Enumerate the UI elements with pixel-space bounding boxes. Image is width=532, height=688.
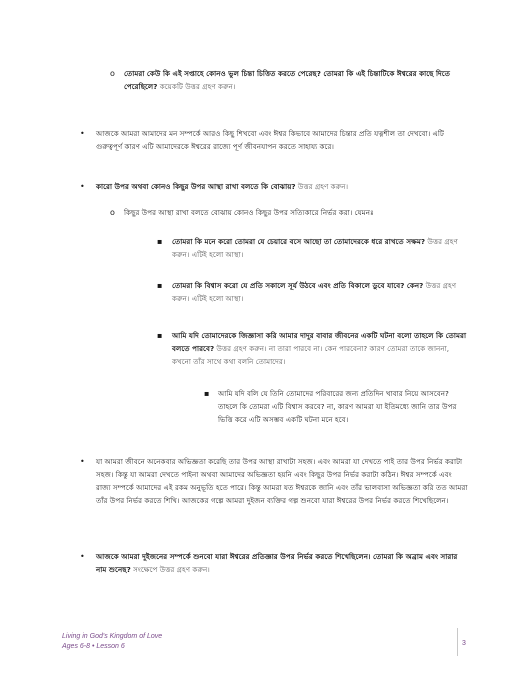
sub-item xyxy=(110,206,468,219)
item-main-text: আজকে আমরা আমাদের মন সম্পর্কে আরও কিছু শিখবো এবং ঈশ্বর কিভাবে আমাদের চিন্তার প্রতি যত্নশীল তা দেখবো। এটি গুরুত্বপূর্ণ কারণ এটি আমাদেরকে ঈশ্বরের রাজ্যে পূর্ণ জীবনযাপন করতে সাহায্য করে। xyxy=(96,129,444,151)
item-text xyxy=(124,206,468,219)
item-text xyxy=(218,387,468,426)
instructor-note: উত্তর গ্রহণ করুন। না তারা পারবে না। কেন পারবেনা? কারণ তোমরা তাকে জাননা, কখনো তাঁর সাথে কথা বলনি তোমাদের। xyxy=(172,344,449,366)
footer-subtitle: Ages 6-8 • Lesson 6 xyxy=(62,643,125,650)
item-main-text: কারো উপর অথবা কোনও কিছুর উপর আস্থা রাখা বলতে কি বোঝায়? xyxy=(96,182,296,191)
page-number: 3 xyxy=(462,640,466,647)
question-item xyxy=(110,67,468,93)
instructor-note: সংক্ষেপে উত্তর গ্রহণ করুন। xyxy=(133,565,210,574)
item-main-text: আমি যদি তোমাদেরকে জিজ্ঞাসা করি আমার দাদুর বাবার জীবনের একটি ঘটনা বলো তাহলে কি তোমরা বলতে পারবে? xyxy=(172,331,467,353)
item-main-text: আজকে আমরা দুইজনের সম্পর্কে শুনবো যারা ঈশ্বরের প্রতিজ্ঞার উপর নির্ভর করতে শিখেছিলেন। তোমরা কি অব্রাম এবং সারার নাম শুনেছ? xyxy=(96,552,458,574)
square-bullet-icon: ▪ xyxy=(157,331,163,340)
paragraph-item xyxy=(80,180,468,193)
item-main-text: তোমরা কি মনে করো তোমরা যে চেয়ারে বসে আছো তা তোমাদেরকে ধরে রাখতে সক্ষম? xyxy=(172,237,426,246)
item-text xyxy=(96,550,468,576)
item-text xyxy=(96,180,468,193)
paragraph-item xyxy=(80,455,468,507)
instructor-note: উত্তর গ্রহণ করুন। xyxy=(297,182,349,191)
footer-title: Living in God's Kingdom of Love xyxy=(62,633,163,640)
sub-sub-item xyxy=(157,329,468,368)
item-main-text: আমি যদি বলি যে তিনি তোমাদের পরিবারের জন্য প্রতিদিন খাবার নিয়ে আসবেন? তাহলে কি তোমরা এটি বিশ্বাস করবে? না, কারণ আমরা যা ইতিমধ্যে জানি তার উপর ভিত্তি করে এটি অসম্ভব একটি ঘটনা মনে হবে। xyxy=(218,389,457,424)
sub-sub-item xyxy=(157,279,468,305)
bullet-icon: • xyxy=(80,552,85,561)
instructor-note: কয়েকটি উত্তর গ্রহণ করুন। xyxy=(159,82,236,91)
paragraph-item xyxy=(80,550,468,576)
circle-bullet-icon: o xyxy=(110,69,115,78)
bullet-icon: • xyxy=(80,457,85,466)
item-main-text: যা আমরা জীবনে অনেকবার অভিজ্ঞতা করেছি তার উপর আস্থা রাখাটা সহজ। এবং আমরা যা দেখতে পাই তার উপর নির্ভর করাটা সহজ। কিন্তু যা আমরা দেখতে পাইনা অথবা আমাদের অভিজ্ঞতা হয়নি এবং কিছুর উপর নির্ভর করাটা কঠিন। ঈশ্বর সম্পর্কে এবং রাজ্য সম্পর্কে আমাদের এই রকম অনুভূতি হতে পারে। কিন্তু আমরা যত ঈশ্বরকে জানি এবং তাঁর ভালবাসা অভিজ্ঞতা করি তত আমরা তাঁর উপর নির্ভর করতে শিখি। আজকের গল্পে আমরা দুইজন ব্যক্তির গল্প শুনবো যারা ঈশ্বরের উপর নির্ভর করতে শিখেছিলেন। xyxy=(96,457,468,505)
item-text xyxy=(124,67,468,93)
instructor-note: উত্তর গ্রহণ করুন। এটিই হলো আস্থা। xyxy=(172,237,458,259)
item-main-text: তোমরা কেউ কি এই সপ্তাহে কোনও ভুল চিন্তা চিত্তিত করতে পেরেছ? তোমরা কি এই চিন্তাটিকে ঈশ্বরের কাছে দিতে পেরেছিলে? xyxy=(124,69,451,91)
item-main-text: তোমরা কি বিশ্বাস করো যে প্রতি সকালে সূর্য উঠবে এবং প্রতি বিকালে ডুবে যাবে? কেন? xyxy=(172,281,424,290)
item-text xyxy=(172,235,468,261)
circle-bullet-icon: o xyxy=(110,208,115,217)
item-text xyxy=(172,279,468,305)
item-text xyxy=(172,329,468,368)
instructor-note: উত্তর গ্রহণ করুন। এটিই হলো আস্থা। xyxy=(172,281,457,303)
item-main-text: কিছুর উপর আস্থা রাখা বলতে বোঝায় কোনও কিছুর উপর সত্যিকারে নির্ভর করা। যেমনঃ xyxy=(124,208,374,217)
square-bullet-icon: ▪ xyxy=(204,389,210,398)
square-bullet-icon: ▪ xyxy=(157,281,163,290)
bullet-icon: • xyxy=(80,182,85,191)
sub-sub-sub-item xyxy=(204,387,468,426)
footer xyxy=(62,632,162,652)
square-bullet-icon: ▪ xyxy=(157,237,163,246)
item-text xyxy=(96,127,468,153)
bullet-icon: • xyxy=(80,129,85,138)
paragraph-item xyxy=(80,127,468,153)
footer-divider xyxy=(457,628,458,656)
sub-sub-item xyxy=(157,235,468,261)
item-text xyxy=(96,455,468,507)
